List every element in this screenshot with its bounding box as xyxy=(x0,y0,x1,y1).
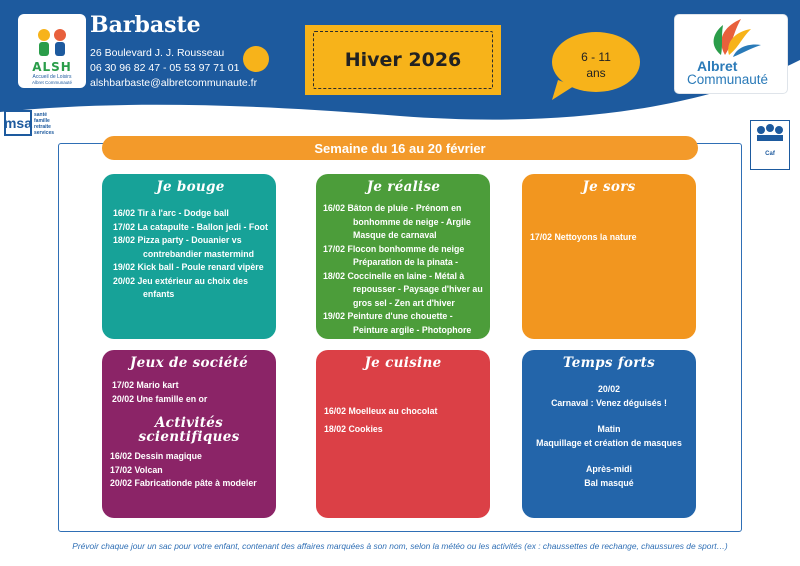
card-title: Je bouge xyxy=(156,179,225,195)
list-item: 16/02 Tir à l'arc - Dodge ball xyxy=(113,208,229,218)
phone-line: 06 30 96 82 47 - 05 53 97 71 01 xyxy=(90,62,240,74)
list-item: 17/02 Nettoyons la nature xyxy=(530,232,637,242)
card-je-sors xyxy=(522,174,696,339)
msa-tagline-2: famille xyxy=(34,118,50,124)
address-line: 26 Boulevard J. J. Rousseau xyxy=(90,47,225,59)
activity-list xyxy=(113,207,268,302)
card-je-bouge xyxy=(102,174,276,339)
list-item: 20/02 Fabricationde pâte à modeler xyxy=(110,478,257,488)
alsh-subtitle: Accueil de Loisirs xyxy=(32,74,72,80)
card-temps-forts xyxy=(522,350,696,518)
list-item: 18/02 Coccinelle en laine - Métal à repousser - Paysage d'hiver au gros sel - Zen art d'hiver xyxy=(323,270,483,308)
event-period-afternoon: Après-midi xyxy=(586,464,632,474)
week-banner: Semaine du 16 au 20 février xyxy=(102,136,698,160)
card-title: Je cuisine xyxy=(364,355,442,371)
event-block xyxy=(528,383,690,490)
card-je-realise xyxy=(316,174,490,339)
list-item: 17/02 La catapulte - Ballon jedi - Foot xyxy=(113,221,268,232)
event-date: 20/02 xyxy=(597,384,620,394)
list-item: 16/02 Dessin magique xyxy=(110,451,202,461)
event-morning-activity: Maquillage et création de masques xyxy=(536,437,682,448)
sun-decoration xyxy=(243,46,269,72)
activity-list xyxy=(530,231,688,245)
site-name: Barbaste xyxy=(90,12,201,38)
list-item: 17/02 Flocon bonhomme de neige Préparation de la pinata - xyxy=(323,243,465,267)
list-item: 20/02 Une famille en or xyxy=(112,393,208,404)
activity-list xyxy=(324,405,482,436)
email-line: alshbarbaste@albretcommunaute.fr xyxy=(90,77,258,89)
activity-list xyxy=(323,202,484,337)
caf-logo xyxy=(750,120,790,170)
msa-tagline-4: services xyxy=(34,130,55,136)
event-afternoon-activity: Bal masqué xyxy=(584,477,634,488)
season-dashed-border xyxy=(313,31,493,89)
event-period-morning: Matin xyxy=(597,424,621,434)
season-label: Hiver 2026 xyxy=(305,25,501,95)
msa-tagline xyxy=(34,112,54,136)
age-range xyxy=(550,49,642,81)
albret-leaf-icon xyxy=(675,15,789,59)
caf-figures-icon xyxy=(751,121,789,149)
list-item: 17/02 Volcan xyxy=(110,464,163,475)
albret-logo-line1: Albret xyxy=(697,58,738,74)
list-item: 20/02 Jeu extérieur au choix des enfants xyxy=(113,275,248,299)
card-je-cuisine xyxy=(316,350,490,518)
msa-logo: msa xyxy=(4,110,32,136)
list-item: 16/02 Bâton de pluie - Prénom en bonhomme de neige - Argile Masque de carnaval xyxy=(323,203,471,240)
contact-block xyxy=(90,46,257,91)
caf-label: Caf xyxy=(765,151,775,157)
alsh-logo xyxy=(18,14,86,88)
list-item: 18/02 Pizza party - Douanier vs contrebandier mastermind xyxy=(113,235,254,259)
event-title: Carnaval : Venez déguisés ! xyxy=(551,397,667,408)
list-item: 16/02 Moelleux au chocolat xyxy=(324,406,438,416)
footer-note: Prévoir chaque jour un sac pour votre enfant, contenant des affaires marquées à son nom, selon la météo ou les activités (ex : chaussettes de rechange, chaussures de sport…) xyxy=(72,541,728,551)
card-title: Je sors xyxy=(582,179,636,195)
card-title: Jeux de société xyxy=(129,355,249,371)
msa-tagline-3: retraite xyxy=(34,124,51,130)
list-item: 19/02 Kick ball - Poule renard vipère xyxy=(113,262,264,272)
card-subtitle xyxy=(110,416,268,444)
list-item: 18/02 Cookies xyxy=(324,423,383,434)
list-item: 19/02 Peinture d'une chouette - Peinture argile - Photophore xyxy=(323,311,472,335)
activity-list xyxy=(110,379,268,406)
children-illustration-icon xyxy=(32,26,72,60)
card-subtitle-line-1: Activités xyxy=(154,415,224,431)
card-title: Temps forts xyxy=(562,355,656,371)
albret-logo-line2: Communauté xyxy=(687,72,769,87)
age-range-value: 6 - 11 xyxy=(581,50,611,64)
alsh-organisation: Albret Communauté xyxy=(31,80,73,85)
activity-list xyxy=(110,450,268,491)
card-jeux-de-societe xyxy=(102,350,276,518)
card-subtitle-line-2: scientifiques xyxy=(138,429,240,445)
list-item: 17/02 Mario kart xyxy=(112,380,179,390)
card-title: Je réalise xyxy=(366,179,441,195)
alsh-letters: ALSH xyxy=(32,60,72,74)
age-unit: ans xyxy=(586,66,606,80)
msa-tagline-1: santé xyxy=(34,112,48,118)
